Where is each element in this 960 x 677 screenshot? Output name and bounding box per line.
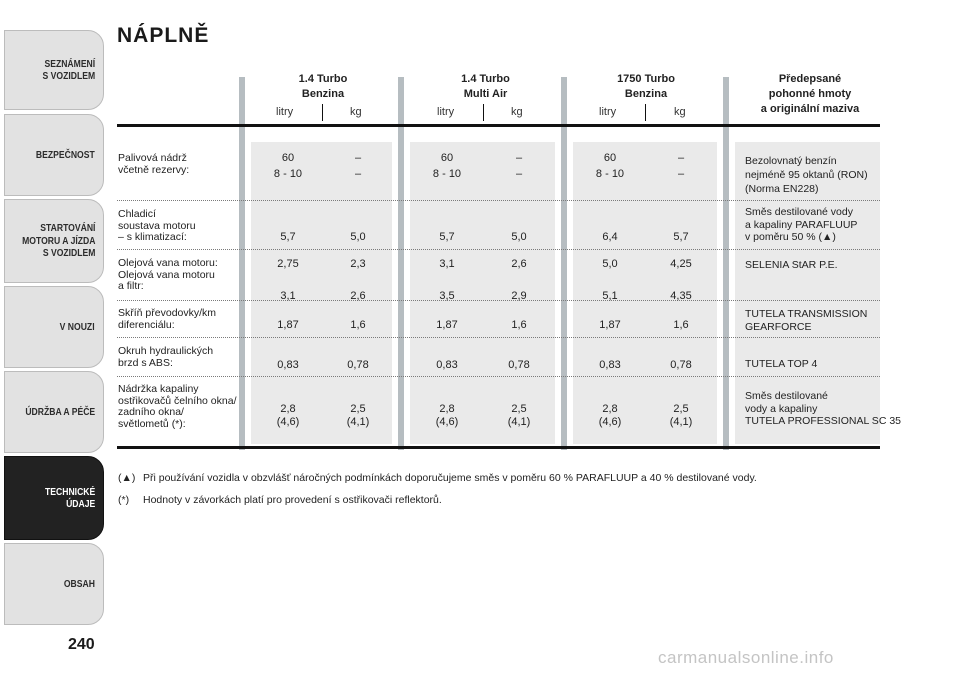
table-cell: 60 8 - 10 (273, 152, 303, 180)
row-label: Palivová nádrž včetně rezervy: (118, 152, 190, 176)
spec-cell: SELENIA StAR P.E. (745, 259, 838, 271)
table-cell: 2,3 2,6 (350, 258, 366, 302)
header-line: Benzina (624, 88, 668, 100)
spec-cell: Bezolovnatý benzín nejméně 95 oktanů (RON) (Norma EN228) (745, 155, 868, 195)
table-cell: 0,78 (670, 359, 692, 371)
tab-seznameni[interactable] (4, 30, 104, 110)
row-divider (117, 200, 880, 201)
header-rule (117, 124, 880, 127)
unit-kg: kg (350, 106, 362, 118)
footnote-mark: (*) (118, 494, 130, 506)
spec-cell: TUTELA TOP 4 (745, 358, 818, 370)
column-header-1 (248, 72, 398, 102)
table-cell: 0,78 (347, 359, 369, 371)
page-number: 240 (68, 636, 95, 653)
tab-obsah[interactable] (4, 543, 104, 625)
column-separator (723, 77, 729, 450)
table-cell: 5,7 (673, 231, 689, 243)
unit-divider (645, 104, 646, 121)
tab-label: BEZPEČNOST (36, 148, 95, 161)
table-cell: 5,7 (280, 231, 296, 243)
header-line: Benzina (301, 88, 345, 100)
column-separator (239, 77, 245, 450)
spec-cell: Směs destilované vody a kapaliny PARAFLUUP v poměru 50 % (▲) (745, 206, 858, 243)
chapter-sidebar (0, 0, 106, 677)
table-cell: 2,5 (4,1) (507, 403, 531, 428)
page-title: NÁPLNĚ (117, 24, 210, 47)
footnote (118, 494, 442, 506)
row-label: Nádržka kapaliny ostřikovačů čelního okna/ zadního okna/ světlometů (*): (118, 383, 237, 430)
header-line: 1.4 Turbo (298, 73, 348, 85)
footnote-text: Při používání vozidla v obzvlášť náročných podmínkách doporučujeme směs v poměru 60 % PARAFLUUP a 40 % destilované vody. (143, 472, 757, 484)
header-line: Předepsané (778, 73, 842, 85)
unit-kg: kg (674, 106, 686, 118)
table-cell: – – (677, 152, 685, 180)
row-divider (117, 337, 880, 338)
table-cell: 60 8 - 10 (595, 152, 625, 180)
row-label: Olejová vana motoru: Olejová vana motoru a filtr: (118, 257, 218, 292)
tab-label: SEZNÁMENÍ S VOZIDLEM (42, 57, 95, 82)
column-header-2 (408, 72, 563, 102)
table-cell: 5,0 5,1 (602, 258, 618, 302)
table-cell: 0,83 (599, 359, 621, 371)
spec-cell: Směs destilované vody a kapaliny TUTELA PROFESSIONAL SC 35 (745, 390, 901, 427)
table-cell: – – (515, 152, 523, 180)
tab-startovani[interactable] (4, 199, 104, 283)
tab-udrzba[interactable] (4, 371, 104, 453)
spec-cell: TUTELA TRANSMISSION GEARFORCE (745, 308, 868, 333)
footnote (118, 472, 757, 484)
header-line: pohonné hmoty (768, 88, 852, 100)
unit-divider (322, 104, 323, 121)
unit-litry: litry (276, 106, 294, 118)
column-header-3 (570, 72, 722, 102)
row-label: Chladicí soustava motoru – s klimatizací: (118, 208, 196, 243)
table-cell: 2,8 (4,6) (276, 403, 300, 428)
table-cell: 1,87 (436, 319, 458, 331)
tab-label: TECHNICKÉ ÚDAJE (44, 485, 95, 510)
column-separator (398, 77, 404, 450)
table-cell: 5,7 (439, 231, 455, 243)
header-line: 1.4 Turbo (461, 73, 510, 85)
table-cell: 60 8 - 10 (432, 152, 462, 180)
header-line: 1750 Turbo (617, 73, 675, 85)
table-cell: 1,6 (511, 319, 527, 331)
table-cell: 5,0 (511, 231, 527, 243)
footnote-text: Hodnoty v závorkách platí pro provedení s ostřikovači reflektorů. (143, 494, 442, 506)
header-line: a originální maziva (760, 103, 860, 115)
tab-v-nouzi[interactable] (4, 286, 104, 368)
tab-label: STARTOVÁNÍ MOTORU A JÍZDA S VOZIDLEM (21, 222, 95, 260)
spec-column-header (735, 72, 885, 117)
table-cell: – – (354, 152, 362, 180)
unit-litry: litry (437, 106, 455, 118)
table-cell: 0,83 (277, 359, 299, 371)
table-cell: 2,5 (4,1) (346, 403, 370, 428)
table-cell: 1,6 (350, 319, 366, 331)
header-line: Multi Air (463, 88, 508, 100)
footer-rule (117, 446, 880, 449)
row-label: Skříň převodovky/km diferenciálu: (118, 307, 217, 331)
tab-bezpecnost[interactable] (4, 114, 104, 196)
table-cell: 1,87 (599, 319, 621, 331)
row-label: Okruh hydraulických brzd s ABS: (118, 345, 214, 369)
table-cell: 3,1 3,5 (439, 258, 455, 302)
footnote-mark: (▲) (118, 472, 136, 484)
table-cell: 2,6 2,9 (511, 258, 527, 302)
table-cell: 1,87 (277, 319, 299, 331)
unit-kg: kg (511, 106, 523, 118)
row-divider (117, 376, 880, 377)
tab-label: OBSAH (63, 577, 95, 590)
row-divider (117, 249, 880, 250)
watermark: carmanualsonline.info (658, 648, 834, 667)
tab-technicke-udaje[interactable] (4, 456, 104, 540)
table-cell: 2,5 (4,1) (669, 403, 693, 428)
table-cell: 2,8 (4,6) (598, 403, 622, 428)
column-separator (561, 77, 567, 450)
table-cell: 2,8 (4,6) (435, 403, 459, 428)
tab-label: ÚDRŽBA A PÉČE (25, 405, 95, 418)
table-cell: 4,25 4,35 (670, 258, 692, 302)
table-cell: 0,83 (436, 359, 458, 371)
table-cell: 5,0 (350, 231, 366, 243)
table-cell: 6,4 (602, 231, 618, 243)
unit-litry: litry (599, 106, 617, 118)
table-cell: 0,78 (508, 359, 530, 371)
tab-label: V NOUZI (60, 320, 95, 333)
unit-divider (483, 104, 484, 121)
table-cell: 1,6 (673, 319, 689, 331)
table-cell: 2,75 3,1 (277, 258, 299, 302)
